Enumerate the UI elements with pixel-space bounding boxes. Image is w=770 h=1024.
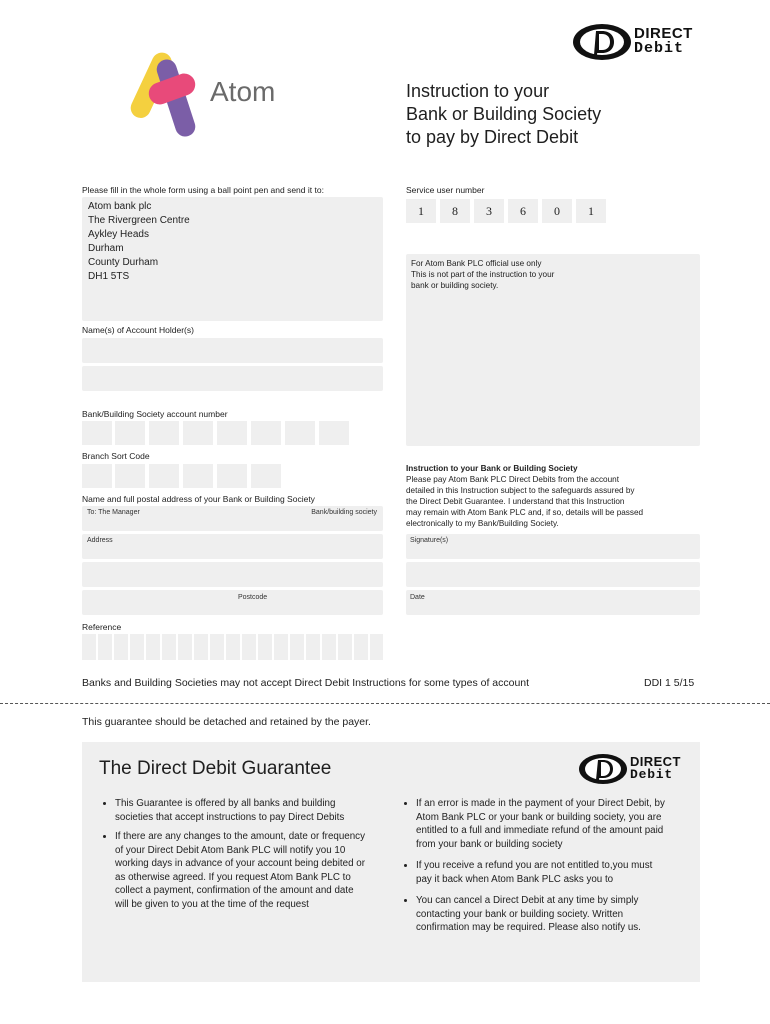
guarantee-box: [82, 742, 700, 982]
guarantee-bullet: • If you receive a refund you are not entitled to,you must pay it back when Atom Bank PLC asks you to: [416, 859, 665, 886]
title-line-2: Bank or Building Society: [406, 104, 602, 124]
dd-logo-line2: Debit: [634, 40, 685, 57]
signature-field-1[interactable]: [406, 534, 700, 559]
bank-acceptance-note: Banks and Building Societies may not accept Direct Debit Instructions for some types of account: [82, 677, 530, 689]
account-number-digit[interactable]: [183, 421, 213, 445]
dd-logo-line1: DIRECT: [630, 754, 681, 769]
sort-code-label: Branch Sort Code: [82, 451, 150, 461]
signature-field-2[interactable]: [406, 562, 700, 587]
guarantee-bullet: • If there are any changes to the amount, date or frequency of your Direct Debit Atom Bank PLC will notify you 10 working days in advance of your account being debited or as otherwise agreed. If you request Atom Bank PLC to collect a payment, confirmation of the amount and date will be given to you at the time of the request: [115, 830, 369, 911]
reference-char[interactable]: [354, 634, 368, 660]
reference-char[interactable]: [306, 634, 320, 660]
account-number-digit[interactable]: [82, 421, 112, 445]
instruction-line: Please pay Atom Bank PLC Direct Debits from the account: [406, 475, 619, 484]
detach-line: [0, 703, 770, 704]
guarantee-dd-logo: [578, 752, 690, 786]
reference-char[interactable]: [338, 634, 352, 660]
address-line: DH1 5TS: [88, 271, 130, 282]
reference-char[interactable]: [258, 634, 272, 660]
guarantee-bullet: • If an error is made in the payment of your Direct Debit, by Atom Bank PLC or your bank or building society, you are entitled to a full and immediate refund of the amount paid from your bank or building society: [416, 797, 665, 851]
atom-brand-name: Atom: [210, 76, 276, 107]
guarantee-bullet: • You can cancel a Direct Debit at any time by simply contacting your bank or building society. Written confirmation may be required. Please also notify us.: [416, 894, 665, 935]
dd-logo-line1: DIRECT: [634, 25, 693, 42]
account-holder-field-2[interactable]: [82, 366, 383, 391]
service-user-label: Service user number: [406, 185, 485, 195]
reference-char[interactable]: [210, 634, 224, 660]
bank-manager-field[interactable]: [82, 506, 383, 531]
reference-char[interactable]: [130, 634, 144, 660]
account-number-digit[interactable]: [319, 421, 349, 445]
address-label: Address: [87, 537, 113, 544]
reference-char[interactable]: [146, 634, 160, 660]
guarantee-left-column: [99, 797, 369, 917]
service-user-digit: 3: [474, 199, 504, 223]
official-use-line: This is not part of the instruction to your: [411, 270, 555, 279]
reference-char[interactable]: [322, 634, 336, 660]
service-user-digit: 0: [542, 199, 572, 223]
reference-char[interactable]: [226, 634, 240, 660]
sort-code-digit[interactable]: [251, 464, 281, 488]
reference-char[interactable]: [274, 634, 288, 660]
instruction-heading: Instruction to your Bank or Building Society: [406, 464, 578, 473]
account-number-digit[interactable]: [285, 421, 315, 445]
detach-note: This guarantee should be detached and retained by the payer.: [82, 716, 371, 728]
instruction-line: detailed in this Instruction subject to the safeguards assured by: [406, 486, 635, 495]
account-number-digit[interactable]: [115, 421, 145, 445]
bank-address-label: Name and full postal address of your Bank or Building Society: [82, 494, 315, 504]
instruction-line: may remain with Atom Bank PLC and, if so, details will be passed: [406, 508, 644, 517]
date-label: Date: [410, 594, 425, 601]
postcode-label: Postcode: [238, 594, 268, 601]
date-field[interactable]: [406, 590, 700, 615]
account-number-digit[interactable]: [149, 421, 179, 445]
direct-debit-logo: [572, 22, 704, 62]
sort-code-digit[interactable]: [217, 464, 247, 488]
bank-address-field-2[interactable]: [82, 562, 383, 587]
title-line-1: Instruction to your: [406, 81, 550, 101]
instruction-block: [406, 463, 706, 529]
account-holders-label: Name(s) of Account Holder(s): [82, 325, 194, 335]
sort-code-digit[interactable]: [82, 464, 112, 488]
instruction-line: the Direct Debit Guarantee. I understand that this Instruction: [406, 497, 625, 506]
official-use-line: For Atom Bank PLC official use only: [411, 259, 542, 268]
reference-char[interactable]: [178, 634, 192, 660]
reference-label: Reference: [82, 622, 122, 632]
service-user-digit: 1: [406, 199, 436, 223]
sort-code-digit[interactable]: [183, 464, 213, 488]
reference-char[interactable]: [82, 634, 96, 660]
sort-code-digit[interactable]: [149, 464, 179, 488]
guarantee-right-column: [400, 797, 665, 941]
service-user-digit: 8: [440, 199, 470, 223]
form-code: DDI 1 5/15: [644, 677, 695, 689]
official-use-line: bank or building society.: [411, 281, 499, 290]
service-user-digit: 1: [576, 199, 606, 223]
account-number-digit[interactable]: [251, 421, 281, 445]
address-line: Aykley Heads: [88, 229, 149, 240]
bank-society-label: Bank/building society: [311, 509, 377, 516]
reference-char[interactable]: [98, 634, 112, 660]
dd-logo-line2: Debit: [630, 767, 674, 782]
fill-instruction: Please fill in the whole form using a ball point pen and send it to:: [82, 185, 324, 195]
guarantee-bullet: • This Guarantee is offered by all banks and building societies that accept instructions to pay Direct Debits: [115, 797, 369, 824]
page-title: [406, 80, 706, 149]
account-number-label: Bank/Building Society account number: [82, 409, 228, 419]
sort-code-digit[interactable]: [115, 464, 145, 488]
to-manager-label: To: The Manager: [87, 509, 140, 516]
service-user-digit: 6: [508, 199, 538, 223]
reference-char[interactable]: [370, 634, 383, 660]
reference-char[interactable]: [194, 634, 208, 660]
official-use-box: [406, 254, 700, 446]
reference-char[interactable]: [242, 634, 256, 660]
instruction-line: electronically to my Bank/Building Society.: [406, 519, 559, 528]
bank-address-field-1[interactable]: [82, 534, 383, 559]
reference-char[interactable]: [290, 634, 304, 660]
account-number-digit[interactable]: [217, 421, 247, 445]
reference-char[interactable]: [162, 634, 176, 660]
atom-logo: [130, 48, 210, 140]
reference-char[interactable]: [114, 634, 128, 660]
address-line: The Rivergreen Centre: [88, 215, 190, 226]
bank-postcode-field[interactable]: [82, 590, 383, 615]
send-to-address-box: [82, 197, 383, 321]
address-line: Atom bank plc: [88, 201, 152, 212]
guarantee-title: The Direct Debit Guarantee: [99, 758, 332, 779]
address-line: County Durham: [88, 257, 159, 268]
account-holder-field-1[interactable]: [82, 338, 383, 363]
title-line-3: to pay by Direct Debit: [406, 127, 579, 147]
signature-label: Signature(s): [410, 537, 449, 544]
address-line: Durham: [88, 243, 124, 254]
